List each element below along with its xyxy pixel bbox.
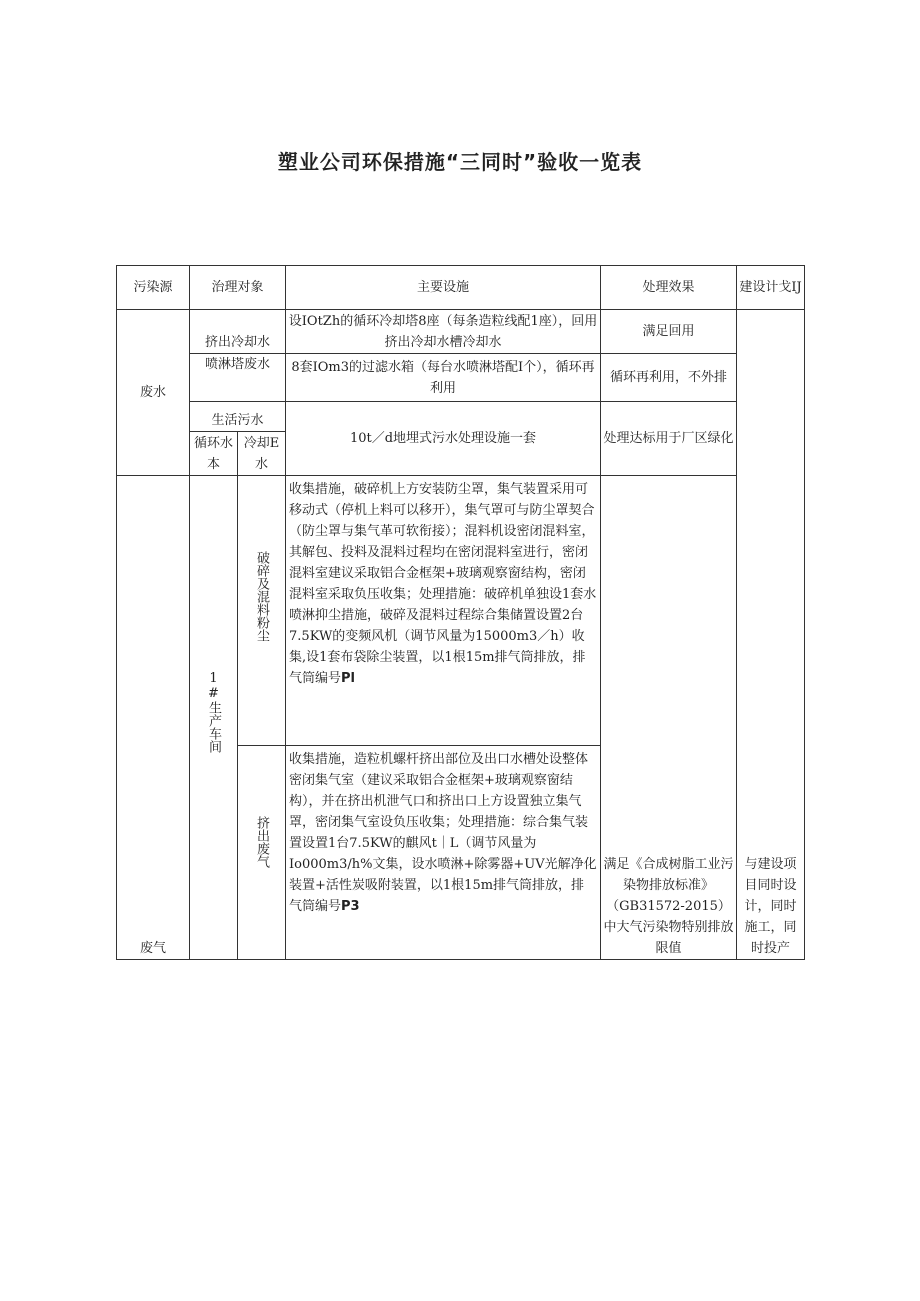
facility-filter-tank: 8套IOm3的过滤水箱（每台水喷淋塔配I个），循环再利用 [286,354,601,402]
target-extrusion-cooling: 挤出冷却水 [190,310,286,354]
crush-stack-code: Pl [341,671,356,686]
extrude-gas-text: 挤出废气 [254,816,269,868]
header-plan: 建设计戈IJ [737,266,805,310]
table-row [117,310,805,354]
crush-dust-text: 破碎及混料粉尘 [254,551,269,642]
source-water: 废水 [117,310,190,476]
workshop-label [190,476,238,960]
source-gas: 废气 [117,476,190,960]
facility-sewage-plant: 10t／d地埋式污水处理设施一套 [286,402,601,476]
extrude-stack-code: P3 [341,899,360,914]
facility-cooling-tower: 设IOtZh的循环冷却塔8座（每条造粒线配1座），回用挤出冷却水槽冷却水 [286,310,601,354]
effect-greening: 处理达标用于厂区绿化 [601,402,737,476]
extrude-facility-text: 收集措施，造粒机螺杆挤出部位及出口水槽处设整体密闭集气室（建议采取铝合金框架+玻璃观察窗结构），并在挤出机泄气口和挤出口上方设置独立集气罩，密闭集气室设负压收集；处理措施：综合集气装置设置1台7.5KW的麒风t｜L（调节风量为Io000m3/h%文集，设水喷淋+除雾器+UV光解净化装置+活性炭吸附装置，以1根15m排气筒排放，排气筒编号 [289,752,597,914]
effect-reuse: 满足回用 [601,310,737,354]
header-effect: 处理效果 [601,266,737,310]
target-extrude-gas [238,746,286,960]
crush-facility-text: 收集措施，破碎机上方安装防尘罩，集气装置采用可移动式（停机上料可以移开），集气罩可与防尘罩契合（防尘罩与集气革可软衔接）；混料机设密闭混料室，其解包、投料及混料过程均在密闭混料室进行，密闭混料室建议采取铝合金框架+玻璃观察窗结构，密闭混料室采取负压收集；处理措施：破碎机单独设1套水喷淋抑尘措施，破碎及混料过程综合集储置设置2台7.5KW的变频风机（调节风量为15000m3／h）收集,设1套布袋除尘装置，以1根15m排气筒排放，排气筒编号 [289,482,597,686]
table-row [117,354,805,402]
acceptance-table [116,265,805,960]
header-target: 治理对象 [190,266,286,310]
effect-gas-standard: 满足《合成树脂工业污染物排放标准》（GB31572-2015）中大气污染物特别排放限值 [601,476,737,960]
table-row [117,402,805,432]
effect-recycle: 循环再利用，不外排 [601,354,737,402]
target-domestic-sewage: 生活污水 [190,402,286,432]
target-cooling-water: 冷却E水 [238,432,286,476]
plan-cell: 与建设项目同时设计，同时施工，同时投产 [737,310,805,960]
target-spray-tower: 喷淋塔废水 [190,354,286,402]
workshop-text: 1#生产车间 [206,671,221,753]
facility-extrude-gas [286,746,601,960]
header-row [117,266,805,310]
header-source: 污染源 [117,266,190,310]
target-crush-dust [238,476,286,746]
target-circulating-water: 循环水本 [190,432,238,476]
header-facility: 主要设施 [286,266,601,310]
table-row [117,476,805,746]
page-title: 塑业公司环保措施“三同时”验收一览表 [277,150,643,174]
facility-crush-dust [286,476,601,746]
